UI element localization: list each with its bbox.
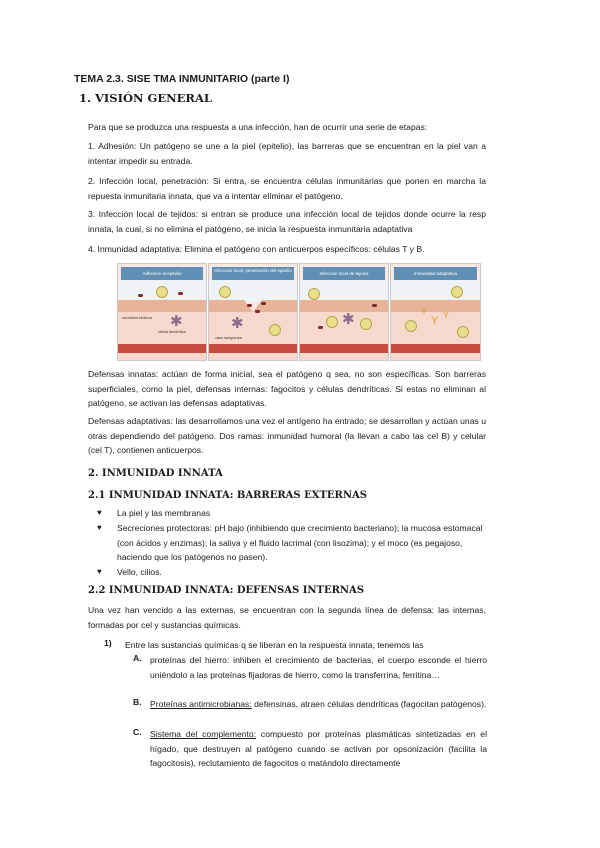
term: Sistema del complemento: bbox=[150, 729, 257, 739]
list-item-text: Sistema del complemento: compuesto por proteínas plasmáticas sintetizadas en el hígado, que destruyen al patógeno cuando se activan por opsonización (facilita la fagocitosis), reclutamiento de fagocitos o matándolo directamente bbox=[150, 729, 487, 768]
list-item-text: Entre las sustancias químicas q se liberan en la respuesta innata, tenemos las bbox=[125, 640, 424, 650]
section-heading-innate-immunity: 2. INMUNIDAD INNATA bbox=[88, 468, 223, 479]
bullet-icon: ♥ bbox=[97, 508, 102, 517]
figure-label-blood-vessel: vaso sanguíneo bbox=[215, 336, 242, 340]
paragraph-intro: Para que se produzca una respuesta a una infección, han de ocurrir una serie de etapas: bbox=[88, 122, 428, 132]
bullet-icon: ♥ bbox=[97, 567, 102, 576]
figure-panel-title: Infección local de tejidos bbox=[303, 267, 385, 280]
list-item-text: Proteínas antimicrobianas: defensinas, atraen células dendríticas (fagocitan patógenos). bbox=[150, 699, 487, 709]
paragraph-innate-defenses: Defensas innatas: actúan de forma inicial, sea el patógeno q sea, no son específicas. Son barreras superficiales, como la piel, defensas internas: fagocitos y células dendríticas. Si estas no eliminan al patógeno, se activan las defensas adaptativas. bbox=[88, 369, 486, 408]
paragraph-step-4: 4. Inmunidad adaptativa: Elimina el patógeno con anticuerpos específicos: células T y B. bbox=[88, 244, 425, 254]
paragraph-adaptive-defenses: Defensas adaptativas: las desarrollamos una vez el antígeno ha entrado; se desarrollan y actúan unas u otras dependiendo del patógeno. Dos ramas: inmunidad humoral (la llevan a cabo las cel B) y celular (cel T), contienen anticuerpos. bbox=[88, 416, 486, 455]
paragraph-internal-intro: Una vez han vencido a las externas, se encuentran con la segunda línea de defensa: las internas, formadas por cel y sustancias químicas. bbox=[88, 605, 486, 630]
figure-label-dendritic: célula dendrítica bbox=[158, 330, 186, 334]
term: Proteínas antimicrobianas: bbox=[150, 699, 252, 709]
subsection-heading-external-barriers: 2.1 INMUNIDAD INNATA: BARRERAS EXTERNAS bbox=[88, 490, 367, 501]
paragraph-step-2: 2. Infección local, penetración: Si entra, se encuentra células inmunitarias que ponen en marcha la repuesta inmunitaria innata, que va a intentar eliminar el patógeno. bbox=[88, 176, 486, 201]
list-letter: B. bbox=[133, 697, 142, 707]
subsection-heading-internal-defenses: 2.2 INMUNIDAD INNATA: DEFENSAS INTERNAS bbox=[88, 585, 365, 596]
list-item: ♥ Secreciones protectoras: pH bajo (inhibiendo que crecimiento bacteriano); la mucosa estomacal (con ácidos y enzimas); la saliva y el fluido lacrimal (con lisozima); y el moco (es pegajoso, haciendo que los patógenos no pasen). bbox=[97, 523, 483, 562]
figure-panel-title: Adhesión al epitelio bbox=[121, 267, 203, 280]
figure-panel-adaptive-immunity: Inmunidad adaptativa Y Y Y bbox=[390, 263, 481, 361]
figure-panel-title: Inmunidad adaptativa bbox=[394, 267, 477, 280]
immune-response-figure bbox=[117, 263, 481, 359]
list-letter: A. bbox=[133, 653, 142, 663]
list-number: 1) bbox=[104, 638, 112, 648]
paragraph-step-1: 1. Adhesión: Un patógeno se une a la piel (epitelio), las barreras que se encuentran en la piel van a intentar impedir su entrada. bbox=[88, 141, 486, 166]
list-letter: C. bbox=[133, 727, 142, 737]
figure-panel-adhesion: Adhesión al epitelio ✱ microbios bióticos célula dendrítica bbox=[117, 263, 207, 361]
document-title: TEMA 2.3. SISE TMA INMUNITARIO (parte I) bbox=[74, 73, 290, 85]
section-heading-vision-general: 1. VISIÓN GENERAL bbox=[79, 91, 212, 105]
list-item: ♥ Vello, cilios. bbox=[97, 565, 487, 580]
paragraph-step-3: 3. Infección local de tejidos: si entran se produce una infección local de tejidos donde ocurre la resp innata, la cual, si no elimina el patógeno, se inicia la respuesta inmunitaria adaptativa bbox=[88, 209, 486, 234]
list-item-text: proteínas del hierro: inhiben el crecimiento de bacterias, el cuerpo esconde el hierro uniéndolo a las proteínas fijadoras de hierro, como la transferrina, ferritina… bbox=[150, 655, 487, 680]
figure-panel-title: Infección local, penetración del epitelio bbox=[212, 267, 294, 280]
bullet-icon: ♥ bbox=[97, 523, 102, 532]
figure-panel-local-infection: Infección local, penetración del epitelio ✱ vaso sanguíneo bbox=[208, 263, 298, 361]
figure-panel-tissue-infection: Infección local de tejidos ✱ bbox=[299, 263, 389, 361]
figure-label-microbes: microbios bióticos bbox=[122, 316, 153, 320]
list-item: ♥ La piel y las membranas bbox=[97, 506, 487, 521]
